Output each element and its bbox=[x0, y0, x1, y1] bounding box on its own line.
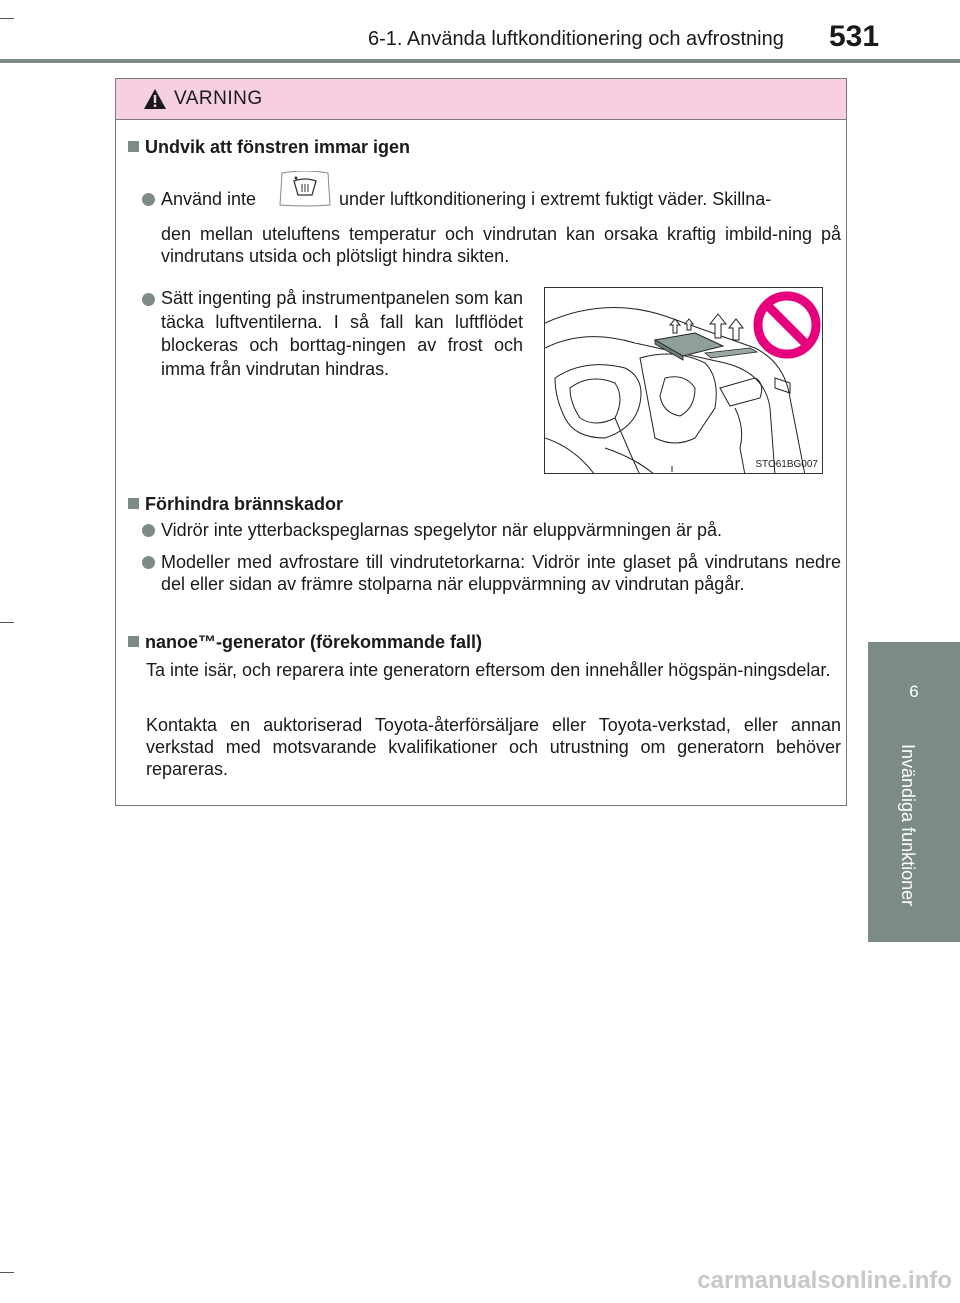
page-number: 531 bbox=[829, 20, 880, 53]
crop-mark bbox=[0, 1272, 14, 1273]
page-header bbox=[0, 0, 960, 60]
square-bullet-icon bbox=[128, 141, 139, 152]
section-heading: nanoe™-generator (förekommande fall) bbox=[128, 632, 482, 653]
square-bullet-icon bbox=[128, 498, 139, 509]
bullet-text: Vidrör inte ytterbackspeglarnas spegelytor när eluppvärmningen är på. bbox=[161, 520, 722, 540]
bullet-text-continuation: den mellan uteluftens temperatur och vindrutan kan orsaka kraftig imbild-ning på vindrutans utsida och plötsligt hindra sikten. bbox=[161, 224, 841, 266]
warning-label: VARNING bbox=[174, 88, 263, 109]
square-bullet-icon bbox=[128, 636, 139, 647]
bullet-dot-icon bbox=[142, 556, 155, 569]
bullet-text: Sätt ingenting på instrumentpanelen som kan täcka luftventilerna. I så fall kan luftflödet blockeras och borttag-ningen av frost och imma från vindrutan hindras. bbox=[161, 288, 523, 379]
warning-triangle-icon bbox=[143, 88, 167, 110]
section-title: 6-1. Använda luftkonditionering och avfrostning bbox=[368, 28, 784, 50]
warning-header bbox=[116, 79, 846, 120]
crop-mark bbox=[0, 622, 14, 623]
windshield-defroster-icon bbox=[278, 171, 332, 207]
header-rule bbox=[0, 59, 960, 63]
chapter-title: Invändiga funktioner bbox=[898, 744, 918, 907]
chapter-number: 6 bbox=[909, 682, 919, 701]
paragraph: Ta inte isär, och reparera inte generatorn eftersom den innehåller högspän-ningsdelar. bbox=[146, 660, 831, 680]
watermark: carmanualsonline.info bbox=[697, 1267, 952, 1294]
chapter-tab[interactable] bbox=[868, 642, 960, 942]
bullet-dot-icon bbox=[142, 524, 155, 537]
bullet-dot-icon bbox=[142, 193, 155, 206]
paragraph: Kontakta en auktoriserad Toyota-återförsäljare eller Toyota-verkstad, eller annan verkstad med motsvarande kvalifikationer och utrustning om generatorn behöver repareras. bbox=[146, 715, 841, 779]
figure-code: STO61BG007 bbox=[755, 459, 818, 470]
bullet-text: Använd inte bbox=[161, 189, 257, 209]
section-heading: Förhindra brännskador bbox=[128, 494, 343, 515]
section-heading: Undvik att fönstren immar igen bbox=[128, 137, 410, 158]
bullet-text: under luftkonditionering i extremt fuktigt väder. Skillna- bbox=[339, 189, 772, 209]
bullet-text: Modeller med avfrostare till vindrutetorkarna: Vidrör inte glaset på vindrutans nedre del eller sidan av främre stolparna när eluppvärmning av vindrutan pågår. bbox=[161, 552, 841, 594]
dashboard-illustration bbox=[544, 287, 823, 474]
dashboard-drawing bbox=[545, 288, 823, 474]
bullet-dot-icon bbox=[142, 293, 155, 306]
